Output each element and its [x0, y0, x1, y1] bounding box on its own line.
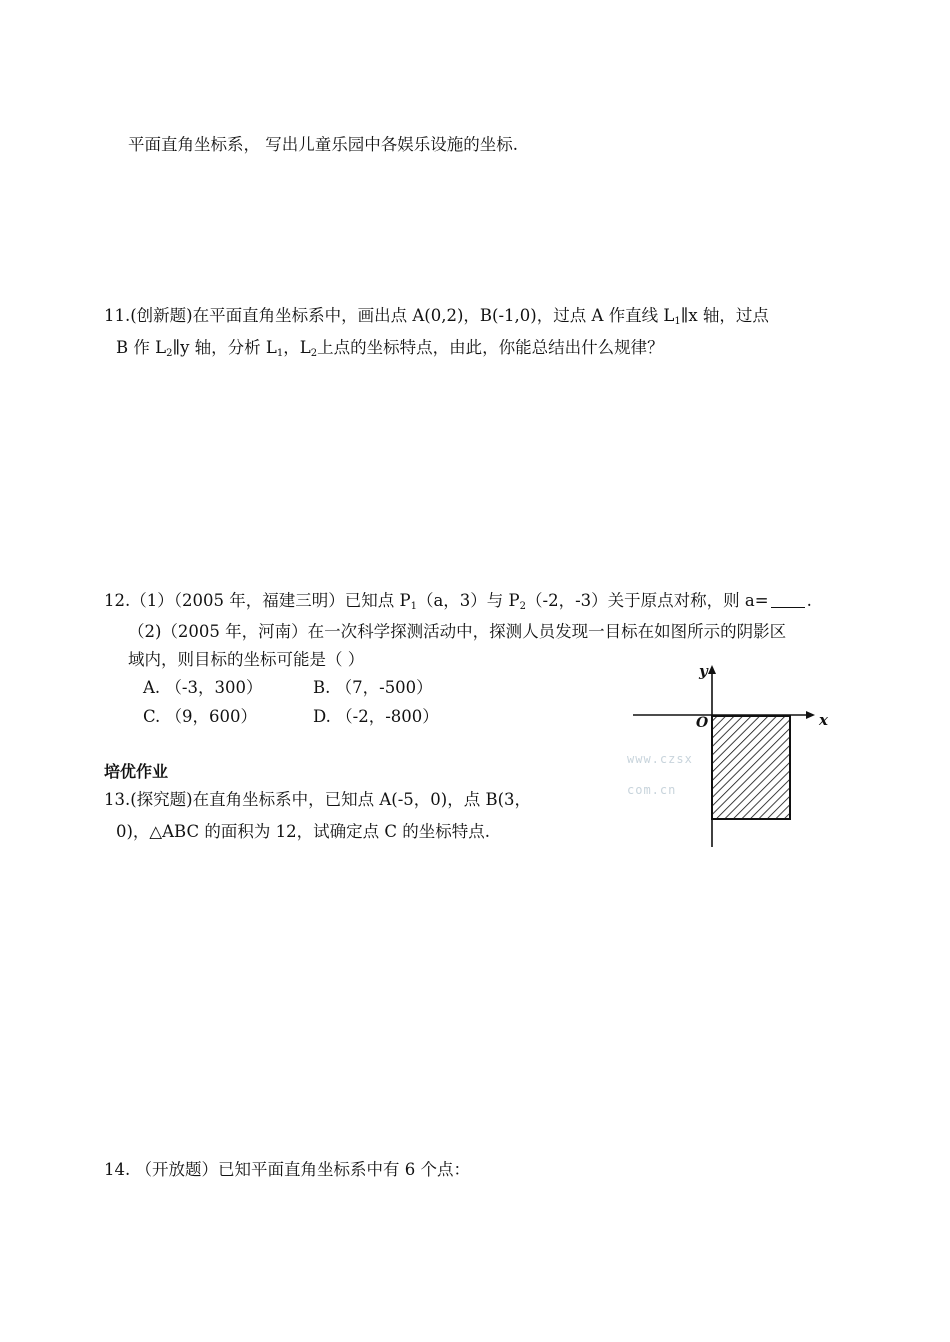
- q14-text-1: 14. （开放题）已知平面直角坐标系中有 6 个点：: [104, 1160, 470, 1179]
- shaded-region: [712, 716, 790, 819]
- watermark-line-2: com.cn: [627, 783, 677, 797]
- intro-line: 平面直角坐标系， 写出儿童乐园中各娱乐设施的坐标.: [128, 135, 518, 154]
- q11-text-e: ，L: [283, 338, 311, 357]
- q12-text-d: .: [806, 591, 812, 610]
- intro-text: [128, 134, 518, 156]
- origin-label: O: [696, 715, 709, 731]
- q13-line2: [116, 821, 490, 843]
- section-heading-text: 培优作业: [104, 762, 169, 781]
- option-b-text: B. （7，-500）: [313, 678, 433, 697]
- q11-text-f: 上点的坐标特点，由此，你能总结出什么规律？: [317, 338, 664, 357]
- q12-part2-text-2: 域内，则目标的坐标可能是（ ）: [128, 650, 365, 669]
- answer-blank[interactable]: [771, 592, 805, 608]
- q12-part1: [104, 590, 812, 618]
- option-c: [143, 706, 257, 728]
- q11-text-d: ∥y 轴，分析 L: [172, 338, 277, 357]
- option-b: [313, 677, 433, 699]
- q12-part2-line1: [128, 621, 786, 643]
- q12-part2-text-1: （2)（2005 年，河南）在一次科学探测活动中，探测人员发现一目标在如图所示的阴影区: [128, 622, 787, 641]
- option-d: [313, 706, 439, 728]
- option-a: [143, 677, 262, 699]
- q12-part2-line2: [128, 649, 364, 671]
- q13-text-2: 0)，△ABC 的面积为 12，试确定点 C 的坐标特点.: [116, 822, 490, 841]
- q11-subscript-2: 2: [166, 348, 173, 359]
- option-c-text: C. （9，600）: [143, 707, 258, 726]
- q12-subscript-2: 2: [519, 601, 527, 612]
- q11-subscript-4: 2: [310, 348, 318, 359]
- q13-line1: [104, 789, 531, 811]
- q11-text-c: B 作 L: [116, 338, 167, 357]
- q11-subscript-1: 1: [674, 316, 681, 327]
- q14-line1: [104, 1159, 470, 1181]
- q11-text-a: 11.(创新题)在平面直角坐标系中，画出点 A(0,2)，B(-1,0)，过点 A 作直线 L: [104, 306, 675, 325]
- q12-text-b: （a，3）与 P: [416, 591, 520, 610]
- y-axis-label: y: [699, 662, 708, 680]
- q13-text-1: 13.(探究题)在直角坐标系中，已知点 A(-5，0)，点 B(3，: [104, 790, 532, 809]
- q11-line2: [116, 337, 664, 365]
- q12-text-c: （-2，-3）关于原点对称，则 a=: [526, 591, 769, 610]
- q11-subscript-3: 1: [276, 348, 284, 359]
- watermark-line-1: www.czsx: [627, 752, 693, 766]
- y-axis-arrow-icon: [708, 665, 716, 674]
- q11-text-b: ∥x 轴，过点: [680, 306, 769, 325]
- section-heading: [104, 761, 168, 783]
- x-axis-arrow-icon: [806, 711, 815, 719]
- q11-line1: [104, 305, 769, 333]
- q12-subscript-1: 1: [410, 601, 417, 612]
- option-a-text: A. （-3，300）: [143, 678, 263, 697]
- option-d-text: D. （-2，-800）: [313, 707, 439, 726]
- x-axis-label: x: [819, 711, 828, 729]
- q12-text-a: 12.（1）（2005 年，福建三明）已知点 P: [104, 591, 411, 610]
